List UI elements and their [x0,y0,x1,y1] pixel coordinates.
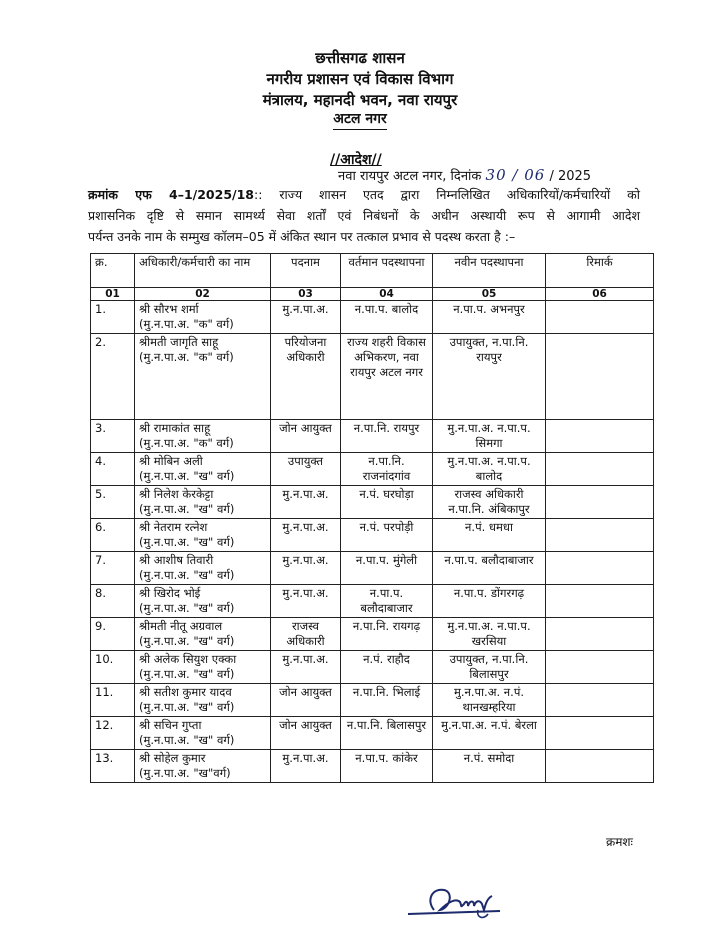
header-govt: छत्तीसगढ शासन [315,49,405,67]
cell-officer [135,334,271,420]
header-city [0,112,720,126]
col-number: 03 [271,288,341,301]
posting-table [90,253,654,783]
officer-category: (मु.न.पा.अ. "क" वर्ग) [139,436,234,450]
cell-officer [135,301,271,334]
order-title: //आदेश// [330,152,382,168]
order-number: क्रमांक एफ 4–1/2025/18 [88,187,254,202]
table-row [91,486,654,519]
cell-officer [135,585,271,618]
header-department: नगरीय प्रशासन एवं विकास विभाग [266,70,454,88]
cell-new-posting: मु.न.पा.अ. न.पा.प. बालोद [433,453,546,486]
table-header-row [91,254,654,288]
officer-category: (मु.न.पा.अ. "ख" वर्ग) [139,601,235,615]
cell-officer [135,684,271,717]
officer-category: (मु.न.पा.अ. "ख" वर्ग) [139,667,235,681]
cell-serial: 9. [91,618,135,651]
cell-new-posting: राजस्व अधिकारी न.पा.नि. अंबिकापुर [433,486,546,519]
cell-designation: मु.न.पा.अ. [271,585,341,618]
officer-category: (मु.न.पा.अ. "ख"वर्ग) [139,766,231,780]
order-body-line-2: प्रशासनिक दृष्टि से समान सामर्थ्य सेवा शर्तों एवं निबंधनों के अधीन अस्थायी रूप से आगामी आदेश [88,208,640,223]
table-row [91,618,654,651]
cell-new-posting: न.पा.प. डोंगरगढ़ [433,585,546,618]
table-row [91,334,654,420]
cell-serial: 4. [91,453,135,486]
col-number: 04 [341,288,433,301]
header-remark: रिमार्क [546,254,654,288]
table-row [91,453,654,486]
header-address: मंत्रालय, महानदी भवन, नवा रायपुर [262,91,458,109]
cell-new-posting: न.पं. धमधा [433,519,546,552]
table-body [91,301,654,783]
cell-remark [546,585,654,618]
cell-remark [546,618,654,651]
col-number: 01 [91,288,135,301]
table-row [91,552,654,585]
handwritten-date: 30 / 06 [485,166,546,184]
cell-designation: राजस्व अधिकारी [271,618,341,651]
header-post: पदनाम [271,254,341,288]
cell-new-posting: न.पं. समोदा [433,750,546,783]
cell-current-posting: न.पा.प. बालोद [341,301,433,334]
cell-officer [135,750,271,783]
officer-name: श्री खिरोद भोई [139,586,201,600]
cell-officer [135,651,271,684]
table-row [91,651,654,684]
signature-image [404,880,524,924]
cell-designation: मु.न.पा.अ. [271,519,341,552]
cell-officer [135,486,271,519]
table-row [91,585,654,618]
cell-designation: परियोजना अधिकारी [271,334,341,420]
officer-name: श्री रामाकांत साहू [139,421,211,435]
cell-designation: मु.न.पा.अ. [271,651,341,684]
cell-designation: उपायुक्त [271,453,341,486]
officer-name: श्री सौरभ शर्मा [139,302,199,316]
header-name: अधिकारी/कर्मचारी का नाम [135,254,271,288]
cell-current-posting: न.पा.नि. रायगढ़ [341,618,433,651]
cell-current-posting: न.पं. राहौद [341,651,433,684]
order-body-line-3: पर्यन्त उनके नाम के सम्मुख कॉलम–05 में अंकित स्थान पर तत्काल प्रभाव से पदस्थ करता है :– [88,229,516,244]
cell-remark [546,519,654,552]
officer-name: श्री नेतराम रत्नेश [139,520,208,534]
officer-category: (मु.न.पा.अ. "क" वर्ग) [139,350,234,364]
table-row [91,717,654,750]
cell-new-posting: उपायुक्त, न.पा.नि. रायपुर [433,334,546,420]
cell-designation: मु.न.पा.अ. [271,552,341,585]
cell-officer [135,618,271,651]
officer-category: (मु.न.पा.अ. "ख" वर्ग) [139,469,235,483]
cell-remark [546,334,654,420]
col-number: 02 [135,288,271,301]
cell-serial: 13. [91,750,135,783]
officer-category: (मु.न.पा.अ. "ख" वर्ग) [139,535,235,549]
header-sn: क्र. [91,254,135,288]
cell-current-posting: न.पा.प. कांकेर [341,750,433,783]
cell-designation: जोन आयुक्त [271,420,341,453]
cell-current-posting: न.पा.नि. भिलाई [341,684,433,717]
cell-serial: 2. [91,334,135,420]
cell-remark [546,453,654,486]
cell-remark [546,750,654,783]
cell-remark [546,552,654,585]
cell-remark [546,420,654,453]
officer-category: (मु.न.पा.अ. "क" वर्ग) [139,317,234,331]
cell-remark [546,717,654,750]
officer-name: श्रीमती जागृति साहू [139,335,219,349]
cell-serial: 1. [91,301,135,334]
cell-designation: मु.न.पा.अ. [271,301,341,334]
cell-designation: मु.न.पा.अ. [271,750,341,783]
cell-new-posting: मु.न.पा.अ. न.पं. थानखम्हरिया [433,684,546,717]
cell-serial: 6. [91,519,135,552]
officer-category: (मु.न.पा.अ. "ख" वर्ग) [139,733,235,747]
header-city-text: अटल नगर [333,111,387,130]
cell-serial: 7. [91,552,135,585]
date-year: / 2025 [549,169,592,184]
officer-name: श्री मोबिन अली [139,454,203,468]
officer-name: श्री सचिन गुप्ता [139,718,202,732]
officer-name: श्री अलेक सियुश एक्का [139,652,237,666]
cell-serial: 5. [91,486,135,519]
table-row [91,684,654,717]
table-row [91,750,654,783]
officer-name: श्री आशीष तिवारी [139,553,214,567]
cell-officer [135,519,271,552]
cell-current-posting: न.पा.प. मुंगेली [341,552,433,585]
cell-officer [135,453,271,486]
cell-current-posting: न.पं. घरघोड़ा [341,486,433,519]
cell-current-posting: न.पा.प. बलौदाबाजार [341,585,433,618]
cell-serial: 11. [91,684,135,717]
cell-serial: 8. [91,585,135,618]
cell-serial: 3. [91,420,135,453]
officer-name: श्री सोहेल कुमार [139,751,206,765]
officer-category: (मु.न.पा.अ. "ख" वर्ग) [139,700,235,714]
cell-current-posting: राज्य शहरी विकास अभिकरण, नवा रायपुर अटल नगर [341,334,433,420]
order-body-line-1-text: :: राज्य शासन एतद द्वारा निम्नलिखित अधिकारियों/कर्मचारियों को [254,187,640,202]
header-new-posting: नवीन पदस्थापना [433,254,546,288]
col-number: 05 [433,288,546,301]
table-row [91,519,654,552]
header-current-posting: वर्तमान पदस्थापना [341,254,433,288]
cell-current-posting: न.पा.नि. राजनांदगांव [341,453,433,486]
officer-name: श्रीमती नीतू अग्रवाल [139,619,223,633]
cell-serial: 12. [91,717,135,750]
cell-current-posting: न.पं. परपोड़ी [341,519,433,552]
order-body-line-1 [88,185,640,205]
officer-name: श्री सतीश कुमार यादव [139,685,232,699]
col-number: 06 [546,288,654,301]
table-row [91,301,654,334]
cell-remark [546,684,654,717]
cell-current-posting: न.पा.नि. रायपुर [341,420,433,453]
cell-designation: जोन आयुक्त [271,717,341,750]
cell-new-posting: न.पा.प. अभनपुर [433,301,546,334]
cell-new-posting: मु.न.पा.अ. न.पं. बेरला [433,717,546,750]
place-date-prefix: नवा रायपुर अटल नगर, दिनांक [338,169,482,184]
officer-category: (मु.न.पा.अ. "ख" वर्ग) [139,502,235,516]
cell-serial: 10. [91,651,135,684]
cell-new-posting: उपायुक्त, न.पा.नि. बिलासपुर [433,651,546,684]
cell-new-posting: मु.न.पा.अ. न.पा.प. खरसिया [433,618,546,651]
cell-remark [546,486,654,519]
cell-officer [135,552,271,585]
officer-category: (मु.न.पा.अ. "ख" वर्ग) [139,634,235,648]
officer-category: (मु.न.पा.अ. "ख" वर्ग) [139,568,235,582]
cell-remark [546,651,654,684]
officer-name: श्री निलेश केरकेट्टा [139,487,214,501]
cell-officer [135,717,271,750]
place-date [338,166,591,184]
column-number-row [91,288,654,301]
cell-officer [135,420,271,453]
table-row [91,420,654,453]
cell-current-posting: न.पा.नि. बिलासपुर [341,717,433,750]
cell-designation: मु.न.पा.अ. [271,486,341,519]
continued-label: क्रमशः [606,835,633,849]
cell-new-posting: न.पा.प. बलौदाबाजार [433,552,546,585]
cell-new-posting: मु.न.पा.अ. न.पा.प. सिमगा [433,420,546,453]
cell-remark [546,301,654,334]
cell-designation: जोन आयुक्त [271,684,341,717]
